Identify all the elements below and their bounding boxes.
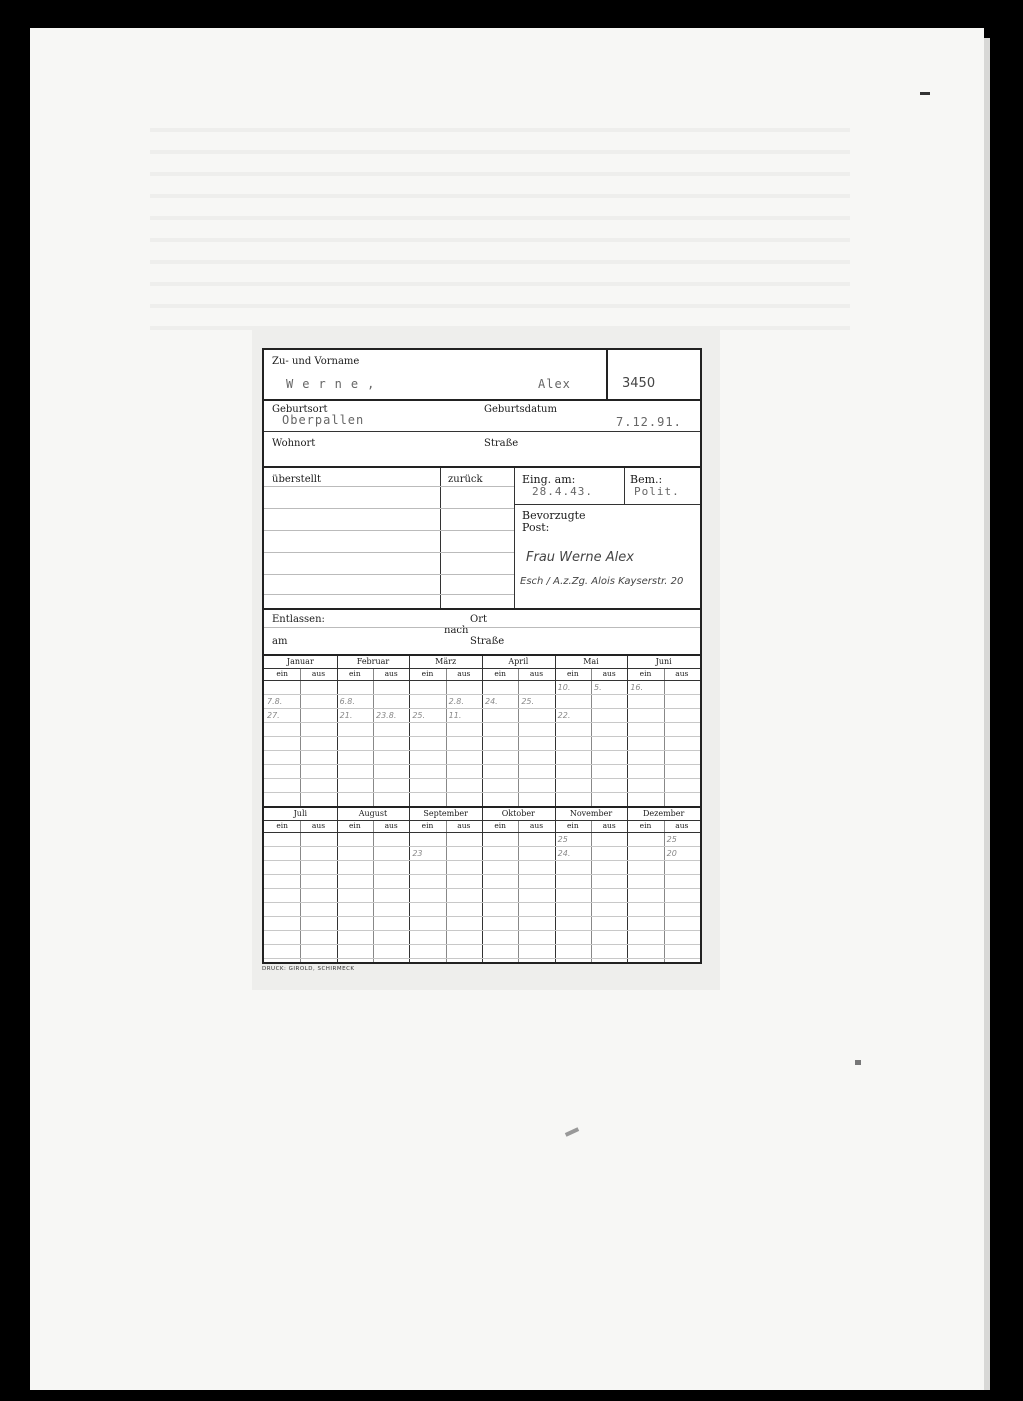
- handwritten-entry: 23.8.: [376, 711, 397, 720]
- received-label: Eing. am:: [522, 473, 576, 486]
- received-value: 28.4.43.: [532, 485, 593, 498]
- in-out-divider: [300, 820, 301, 962]
- month-divider: [555, 656, 556, 806]
- month-divider: [337, 656, 338, 806]
- month-divider: [409, 656, 410, 806]
- in-column-header: ein: [276, 821, 288, 830]
- grid-row-line: [264, 930, 700, 931]
- in-column-header: ein: [276, 669, 288, 678]
- divider: [264, 466, 700, 468]
- transferred-label: überstellt: [272, 474, 322, 485]
- out-column-header: aus: [384, 821, 398, 830]
- grid-rule: [264, 832, 700, 833]
- out-column-header: aus: [311, 821, 326, 830]
- grid-rule: [264, 668, 700, 669]
- in-column-header: ein: [566, 821, 579, 830]
- grid-row-line: [264, 944, 700, 945]
- grid-rule: [264, 680, 700, 681]
- month-header: April: [508, 657, 529, 666]
- ruled-line: [264, 594, 514, 595]
- attendance-grid-jul-dec: [264, 808, 700, 962]
- month-header: September: [423, 809, 468, 818]
- in-column-header: ein: [494, 821, 506, 830]
- in-out-divider: [518, 668, 519, 806]
- month-header: Dezember: [642, 809, 685, 818]
- grid-row-line: [264, 694, 700, 695]
- handwritten-entry: 22.: [557, 711, 571, 720]
- out-column-header: aus: [384, 669, 398, 678]
- place-label: Ort: [470, 614, 487, 625]
- month-header: Oktober: [501, 809, 535, 818]
- in-column-header: ein: [348, 821, 361, 830]
- grid-row-line: [264, 778, 700, 779]
- month-header: November: [569, 809, 613, 818]
- handwritten-entry: 20: [666, 849, 677, 858]
- dust-mark: [855, 1060, 861, 1065]
- in-out-divider: [373, 668, 374, 806]
- handwritten-entry: 6.8.: [339, 697, 355, 706]
- out-column-header: aus: [529, 669, 544, 678]
- grid-row-line: [264, 792, 700, 793]
- divider: [514, 504, 700, 505]
- month-divider: [482, 656, 483, 806]
- handwritten-entry: 24.: [485, 697, 498, 706]
- out-column-header: aus: [457, 821, 471, 830]
- out-column-header: aus: [675, 669, 689, 678]
- handwritten-entry: 5.: [594, 683, 602, 692]
- handwritten-entry: 23: [412, 849, 423, 858]
- in-column-header: ein: [494, 669, 506, 678]
- handwritten-entry: 2.8.: [448, 697, 464, 706]
- month-header: Juni: [655, 657, 672, 666]
- grid-row-line: [264, 736, 700, 737]
- printer-imprint: DRUCK: GIROLD, SCHIRMECK: [262, 966, 355, 972]
- street-label-release: Straße: [470, 636, 505, 647]
- in-column-header: ein: [348, 669, 361, 678]
- month-header: Juli: [293, 809, 308, 818]
- post-address-line-2: Esch / A.z.Zg. Alois Kayserstr. 20: [520, 576, 684, 587]
- birthdate-value: 7.12.91.: [616, 415, 682, 429]
- month-header: Februar: [356, 657, 390, 666]
- month-divider: [627, 656, 628, 806]
- divider: [514, 468, 515, 608]
- month-header: März: [435, 657, 457, 666]
- divider: [264, 399, 700, 401]
- grid-row-line: [264, 708, 700, 709]
- in-column-header: ein: [639, 669, 652, 678]
- ruled-line: [264, 574, 514, 575]
- out-column-header: aus: [457, 669, 471, 678]
- in-column-header: ein: [421, 669, 434, 678]
- surname-value: Werne,: [286, 377, 384, 391]
- in-out-divider: [591, 820, 592, 962]
- handwritten-entry: 10.: [557, 683, 571, 692]
- released-label: Entlassen:: [272, 614, 325, 625]
- on-label: am: [272, 636, 288, 647]
- name-label: Zu- und Vorname: [272, 356, 360, 367]
- remark-value: Polit.: [634, 485, 680, 498]
- ruled-line: [264, 530, 514, 531]
- remark-label: Bem.:: [630, 473, 663, 486]
- residence-label: Wohnort: [272, 438, 316, 449]
- divider: [624, 468, 625, 504]
- ruled-line: [264, 552, 514, 553]
- handwritten-entry: 7.8.: [267, 697, 283, 706]
- post-address-line-1: Frau Werne Alex: [526, 550, 634, 565]
- in-column-header: ein: [421, 821, 434, 830]
- in-out-divider: [518, 820, 519, 962]
- given-name-value: Alex: [538, 377, 571, 391]
- out-column-header: aus: [675, 821, 689, 830]
- out-column-header: aus: [529, 821, 544, 830]
- grid-row-line: [264, 860, 700, 861]
- grid-row-line: [264, 888, 700, 889]
- sheet-edge: [984, 38, 990, 1390]
- in-column-header: ein: [639, 821, 652, 830]
- grid-row-line: [264, 764, 700, 765]
- month-header: Januar: [286, 657, 314, 666]
- handwritten-entry: 27.: [267, 711, 280, 720]
- birthdate-label: Geburtsdatum: [484, 404, 557, 415]
- out-column-header: aus: [602, 669, 616, 678]
- divider: [264, 627, 700, 628]
- out-column-header: aus: [602, 821, 616, 830]
- birthplace-value: Oberpallen: [282, 413, 365, 427]
- to-label: nach: [444, 625, 469, 636]
- in-out-divider: [300, 668, 301, 806]
- handwritten-entry: 25.: [412, 711, 426, 720]
- in-out-divider: [373, 820, 374, 962]
- dust-mark: [920, 92, 930, 95]
- handwritten-entry: 11.: [448, 711, 462, 720]
- divider: [264, 431, 700, 432]
- divider: [264, 608, 700, 610]
- attendance-grid-jan-jun: [264, 656, 700, 806]
- handwritten-entry: 21.: [339, 711, 353, 720]
- handwritten-entry: 24.: [557, 849, 571, 858]
- returned-label: zurück: [448, 474, 483, 485]
- in-out-divider: [664, 668, 665, 806]
- handwritten-entry: 16.: [630, 683, 644, 692]
- in-out-divider: [664, 820, 665, 962]
- street-label: Straße: [484, 438, 519, 449]
- grid-rule: [264, 820, 700, 821]
- divider: [606, 350, 608, 400]
- in-out-divider: [446, 820, 447, 962]
- grid-row-line: [264, 958, 700, 959]
- preferred-post-label: Bevorzugte Post:: [522, 509, 586, 534]
- in-column-header: ein: [566, 669, 579, 678]
- handwritten-entry: 25: [666, 835, 677, 844]
- divider: [440, 468, 441, 608]
- month-header: August: [358, 809, 388, 818]
- grid-row-line: [264, 846, 700, 847]
- month-header: Mai: [583, 657, 599, 666]
- grid-row-line: [264, 874, 700, 875]
- ruled-line: [264, 508, 514, 509]
- in-out-divider: [446, 668, 447, 806]
- birthplace-label: Geburtsort: [272, 404, 328, 415]
- in-out-divider: [591, 668, 592, 806]
- ruled-line: [264, 486, 514, 487]
- prisoner-index-card: [262, 348, 702, 964]
- grid-row-line: [264, 722, 700, 723]
- bleed-through-text: [150, 110, 850, 340]
- grid-row-line: [264, 916, 700, 917]
- out-column-header: aus: [311, 669, 326, 678]
- grid-row-line: [264, 902, 700, 903]
- handwritten-entry: 25.: [521, 697, 535, 706]
- handwritten-entry: 25: [557, 835, 568, 844]
- prisoner-number: 3450: [622, 376, 656, 391]
- grid-row-line: [264, 750, 700, 751]
